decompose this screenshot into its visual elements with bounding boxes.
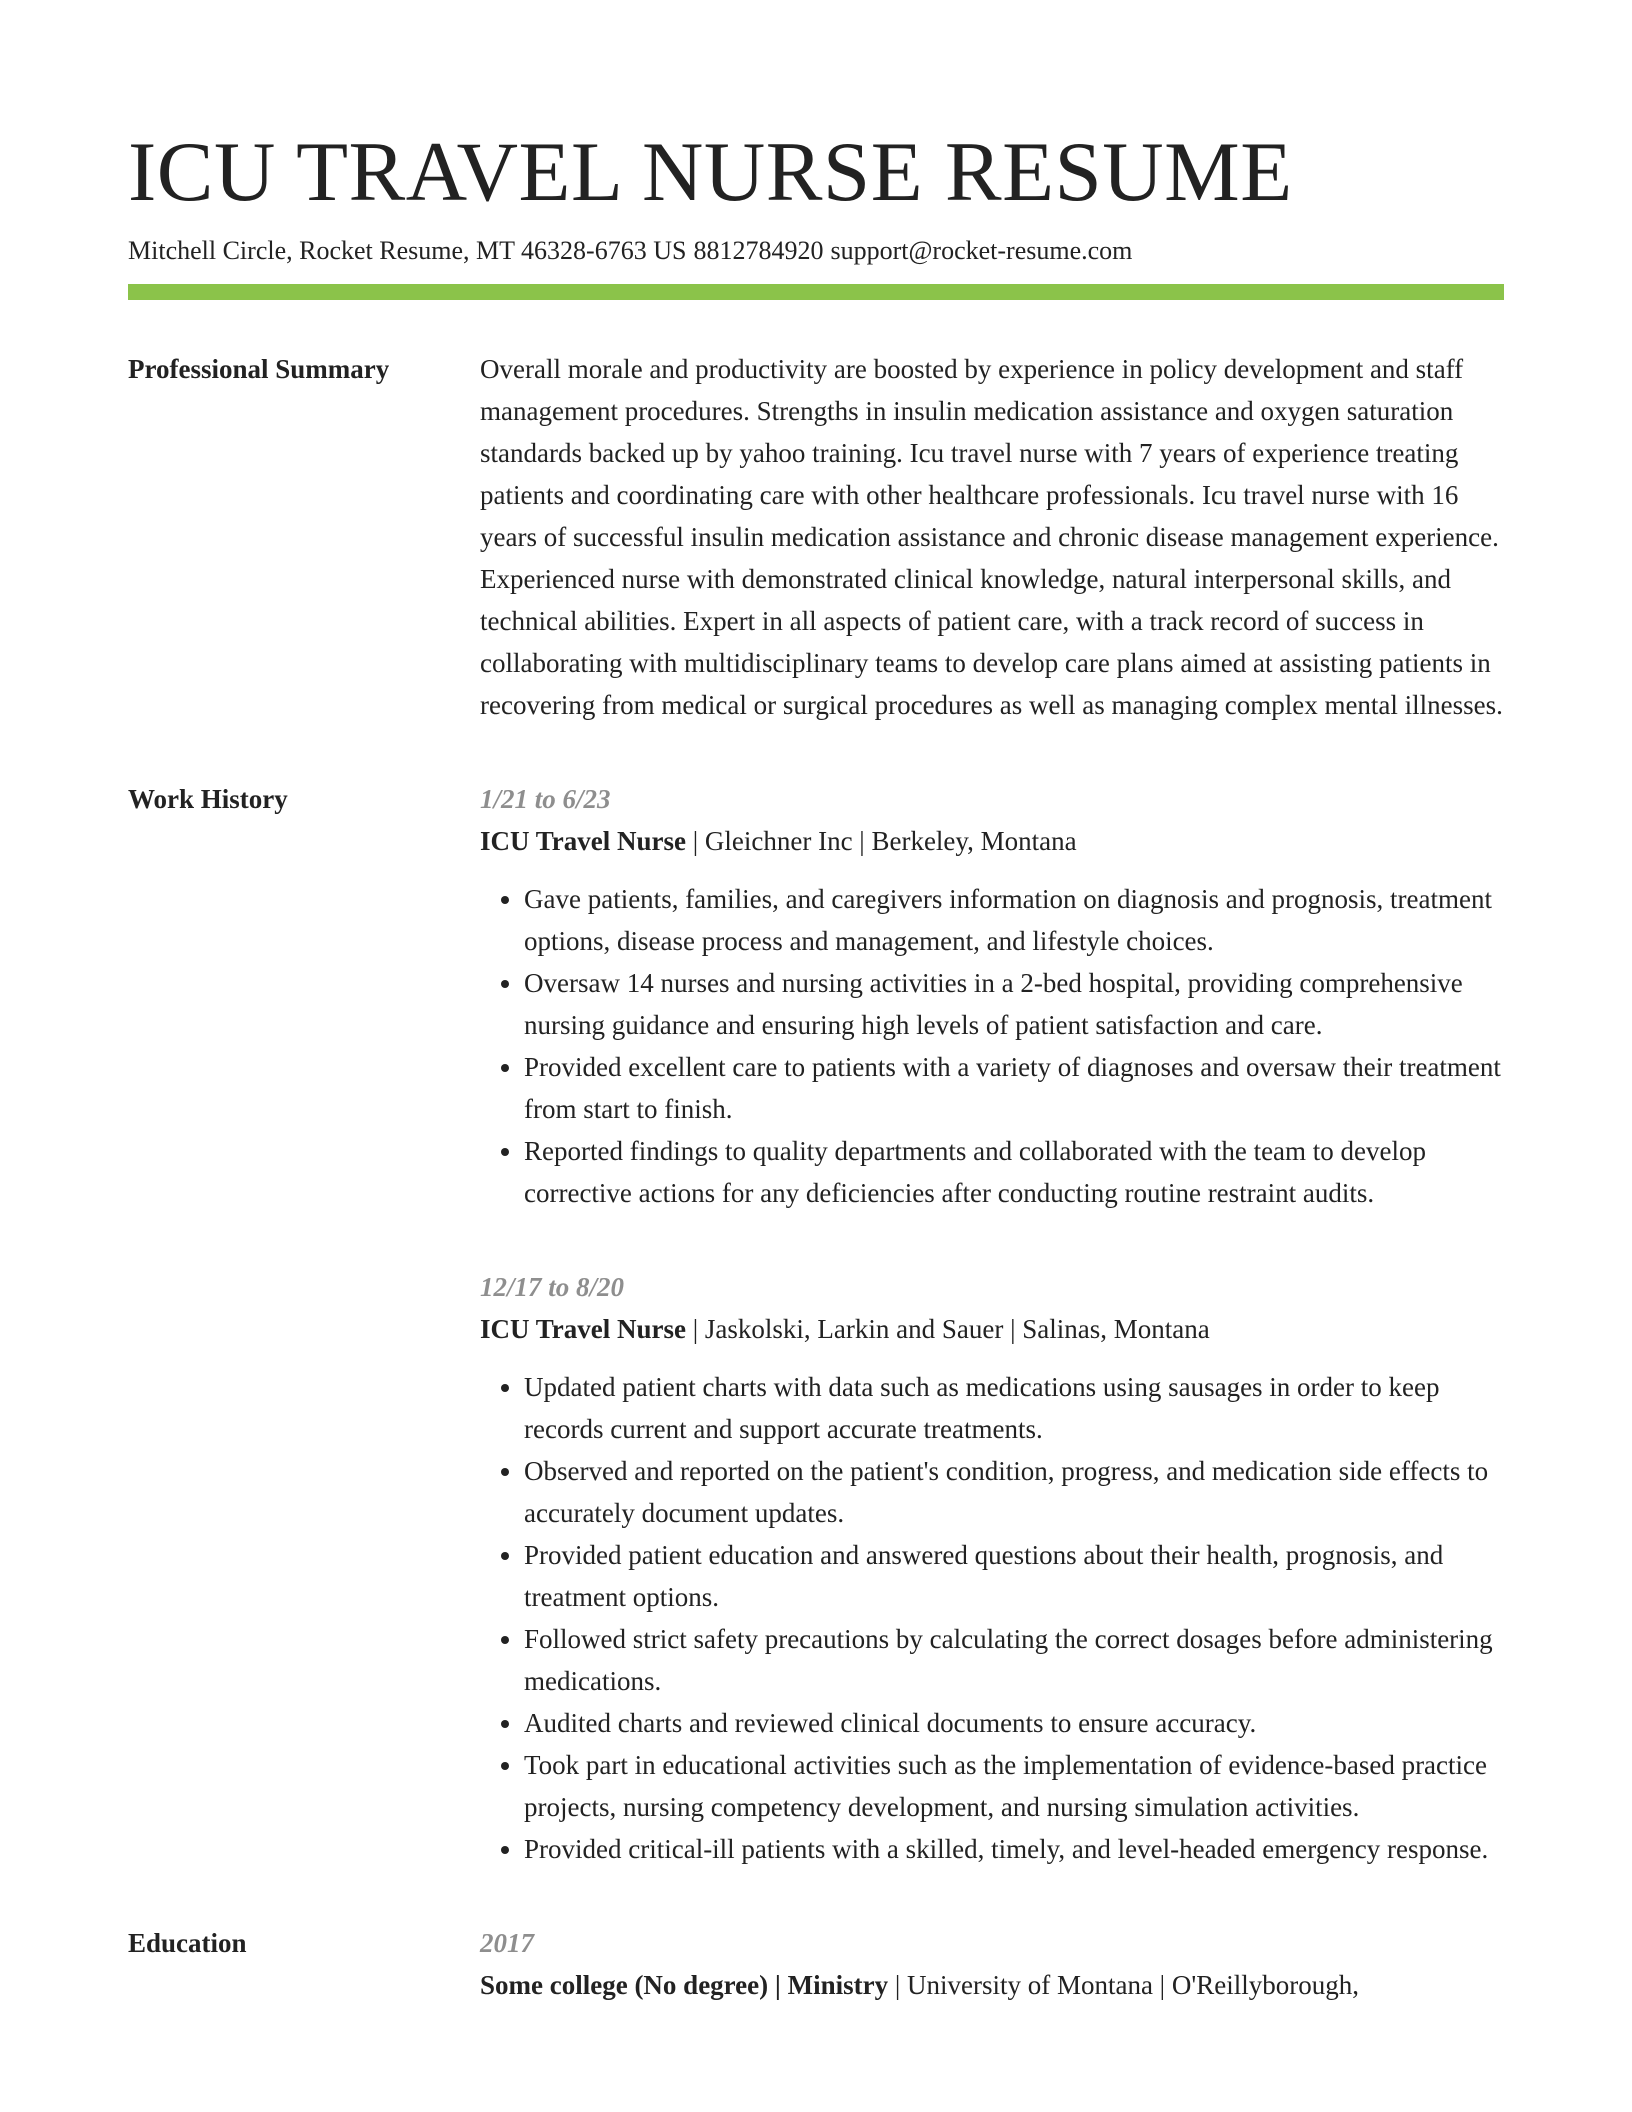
job-entry [480,1266,1504,1870]
job-bullets [480,1366,1504,1870]
job-entry [480,778,1504,1214]
work-history-section [128,778,1504,1870]
contact-address: Mitchell Circle, Rocket Resume, MT 46328-6763 US [128,236,687,265]
job-bullet: • Took part in educational activities such as the implementation of evidence-based practice projects, nursing competency development, and nursing simulation activities. [524,1744,1504,1828]
summary-section [128,348,1504,726]
education-entry [480,1964,1504,2006]
contact-email: support@rocket-resume.com [830,236,1133,265]
job-bullet: • Provided critical-ill patients with a skilled, timely, and level-headed emergency response. [524,1828,1504,1870]
job-bullet: • Observed and reported on the patient's condition, progress, and medication side effects to accurately document updates. [524,1450,1504,1534]
job-bullet: • Audited charts and reviewed clinical documents to ensure accuracy. [524,1702,1504,1744]
work-history-heading: Work History [128,784,288,814]
education-details: | University of Montana | O'Reillyborough, [888,1970,1359,2000]
contact-line [128,234,1504,268]
resume-title: ICU TRAVEL NURSE RESUME [128,125,1293,219]
education-dates: 2017 [480,1928,534,1958]
job-bullets [480,878,1504,1214]
summary-heading: Professional Summary [128,354,390,384]
job-bullet: • Provided excellent care to patients with a variety of diagnoses and oversaw their treatment from start to finish. [524,1046,1504,1130]
header-divider [128,284,1504,300]
job-dates: 1/21 to 6/23 [480,784,611,814]
job-bullet: • Reported findings to quality departments and collaborated with the team to develop corrective actions for any deficiencies after conducting routine restraint audits. [524,1130,1504,1214]
education-heading: Education [128,1928,247,1958]
education-section [128,1922,1504,2006]
job-heading [480,1308,1504,1350]
job-dates: 12/17 to 8/20 [480,1272,625,1302]
job-details: | Gleichner Inc | Berkeley, Montana [685,826,1077,856]
resume-page [128,122,1504,2006]
job-details: | Jaskolski, Larkin and Sauer | Salinas, Montana [685,1314,1210,1344]
job-title: ICU Travel Nurse [480,826,686,856]
job-bullet: • Gave patients, families, and caregivers information on diagnosis and prognosis, treatment options, disease process and management, and lifestyle choices. [524,878,1504,962]
job-title: ICU Travel Nurse [480,1314,686,1344]
job-bullet: • Updated patient charts with data such as medications using sausages in order to keep records current and support accurate treatments. [524,1366,1504,1450]
education-degree: Some college (No degree) | Ministry [480,1970,889,2000]
summary-text: Overall morale and productivity are boosted by experience in policy development and staff management procedures. Strengths in insulin medication assistance and oxygen saturation standards backed up by yahoo training. Icu travel nurse with 7 years of experience treating patients and coordinating care with other healthcare professionals. Icu travel nurse with 16 years of successful insulin medication assistance and chronic disease management experience. Experienced nurse with demonstrated clinical knowledge, natural interpersonal skills, and technical abilities. Expert in all aspects of patient care, with a track record of success in collaborating with multidisciplinary teams to develop care plans aimed at assisting patients in recovering from medical or surgical procedures as well as managing complex mental illnesses. [480,354,1503,720]
contact-phone: 8812784920 [693,236,824,265]
job-heading [480,820,1504,862]
job-bullet: • Provided patient education and answered questions about their health, prognosis, and treatment options. [524,1534,1504,1618]
job-bullet: • Followed strict safety precautions by calculating the correct dosages before administering medications. [524,1618,1504,1702]
job-bullet: • Oversaw 14 nurses and nursing activities in a 2-bed hospital, providing comprehensive nursing guidance and ensuring high levels of patient satisfaction and care. [524,962,1504,1046]
